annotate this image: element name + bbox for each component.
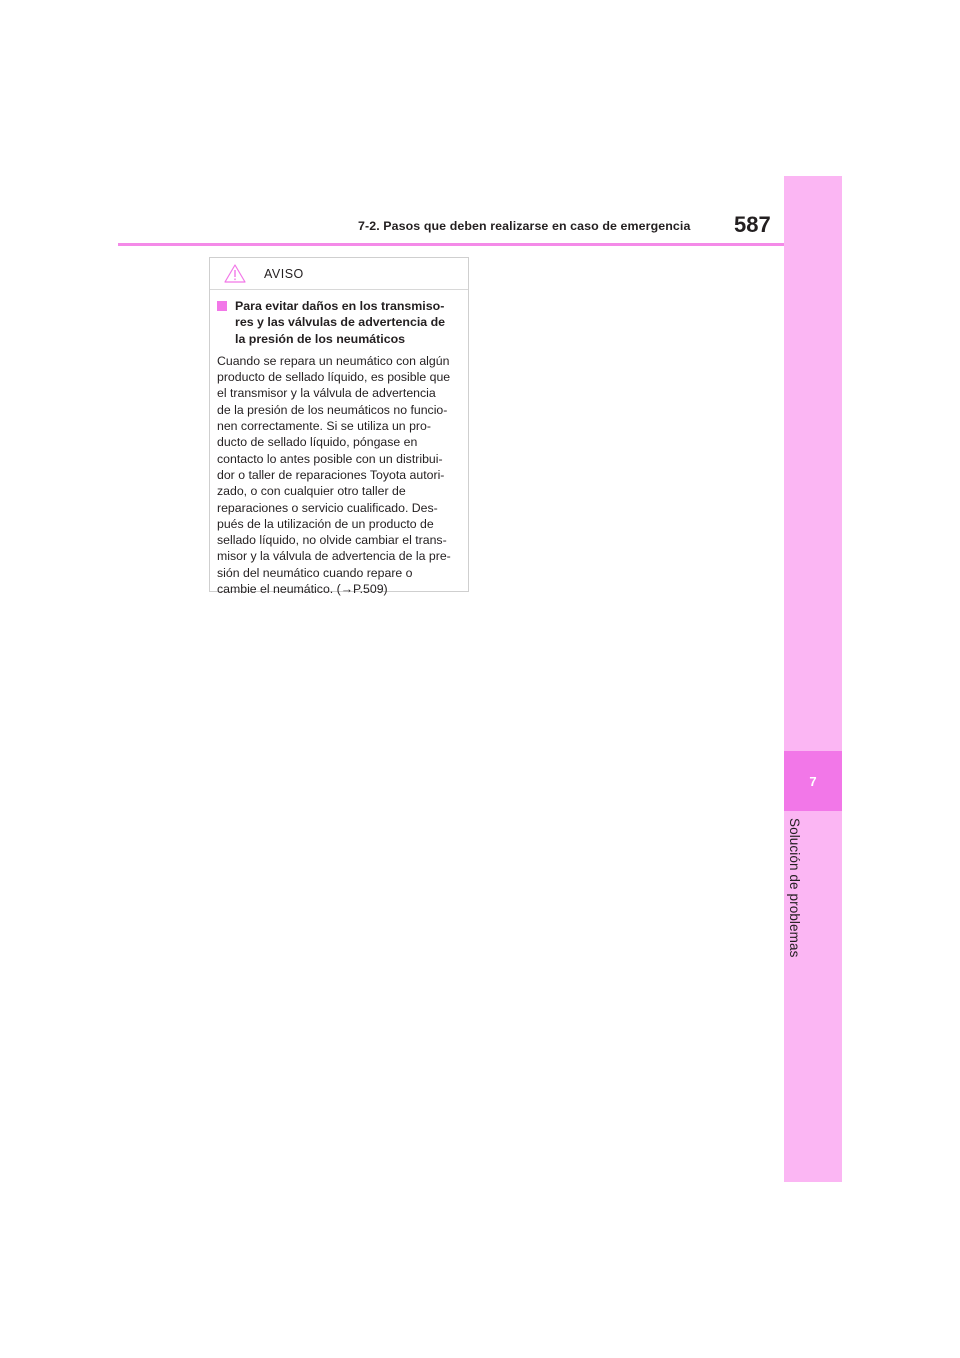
body-line: sellado líquido, no olvide cambiar el trans- [217, 533, 447, 548]
chapter-number-tab [784, 751, 842, 811]
body-line: sión del neumático cuando repare o [217, 565, 413, 580]
warning-triangle-icon [224, 264, 246, 283]
warning-label: AVISO [264, 266, 304, 281]
body-line: dor o taller de reparaciones Toyota autori- [217, 467, 445, 482]
body-line: de la presión de los neumáticos no funcio- [217, 402, 448, 417]
body-line: Cuando se repara un neumático con algún [217, 353, 450, 368]
body-line: cambie el neumático. (→P.509) [217, 582, 388, 597]
heading-line: Para evitar daños en los transmiso- [235, 299, 445, 313]
body-line: misor y la válvula de advertencia de la pre- [217, 549, 451, 564]
body-line: nen correctamente. Si se utiliza un pro- [217, 419, 431, 434]
square-bullet-icon [217, 301, 227, 311]
chapter-number: 7 [809, 773, 817, 789]
body-line: contacto lo antes posible con un distribui- [217, 451, 443, 466]
warning-heading-text [235, 298, 461, 347]
chapter-title: Solución de problemas [787, 818, 802, 958]
body-line: reparaciones o servicio cualificado. Des- [217, 500, 438, 515]
warning-box [209, 257, 469, 597]
side-chapter-tab [784, 176, 842, 1182]
header-divider [118, 243, 784, 246]
warning-heading [217, 298, 461, 347]
body-line: pués de la utilización de un producto de [217, 516, 434, 531]
body-line: el transmisor y la válvula de advertencia [217, 386, 436, 401]
body-line: producto de sellado líquido, es posible que [217, 370, 451, 385]
page-number: 587 [734, 212, 771, 237]
heading-line: la presión de los neumáticos [235, 331, 406, 346]
warning-header [210, 258, 468, 290]
warning-body-text [217, 353, 465, 597]
body-line: ducto de sellado líquido, póngase en [217, 435, 418, 450]
section-title: 7-2. Pasos que deben realizarse en caso de emergencia [358, 219, 691, 233]
heading-line: res y las válvulas de advertencia de [235, 315, 446, 330]
body-line: zado, o con cualquier otro taller de [217, 484, 406, 499]
warning-body [210, 290, 468, 597]
